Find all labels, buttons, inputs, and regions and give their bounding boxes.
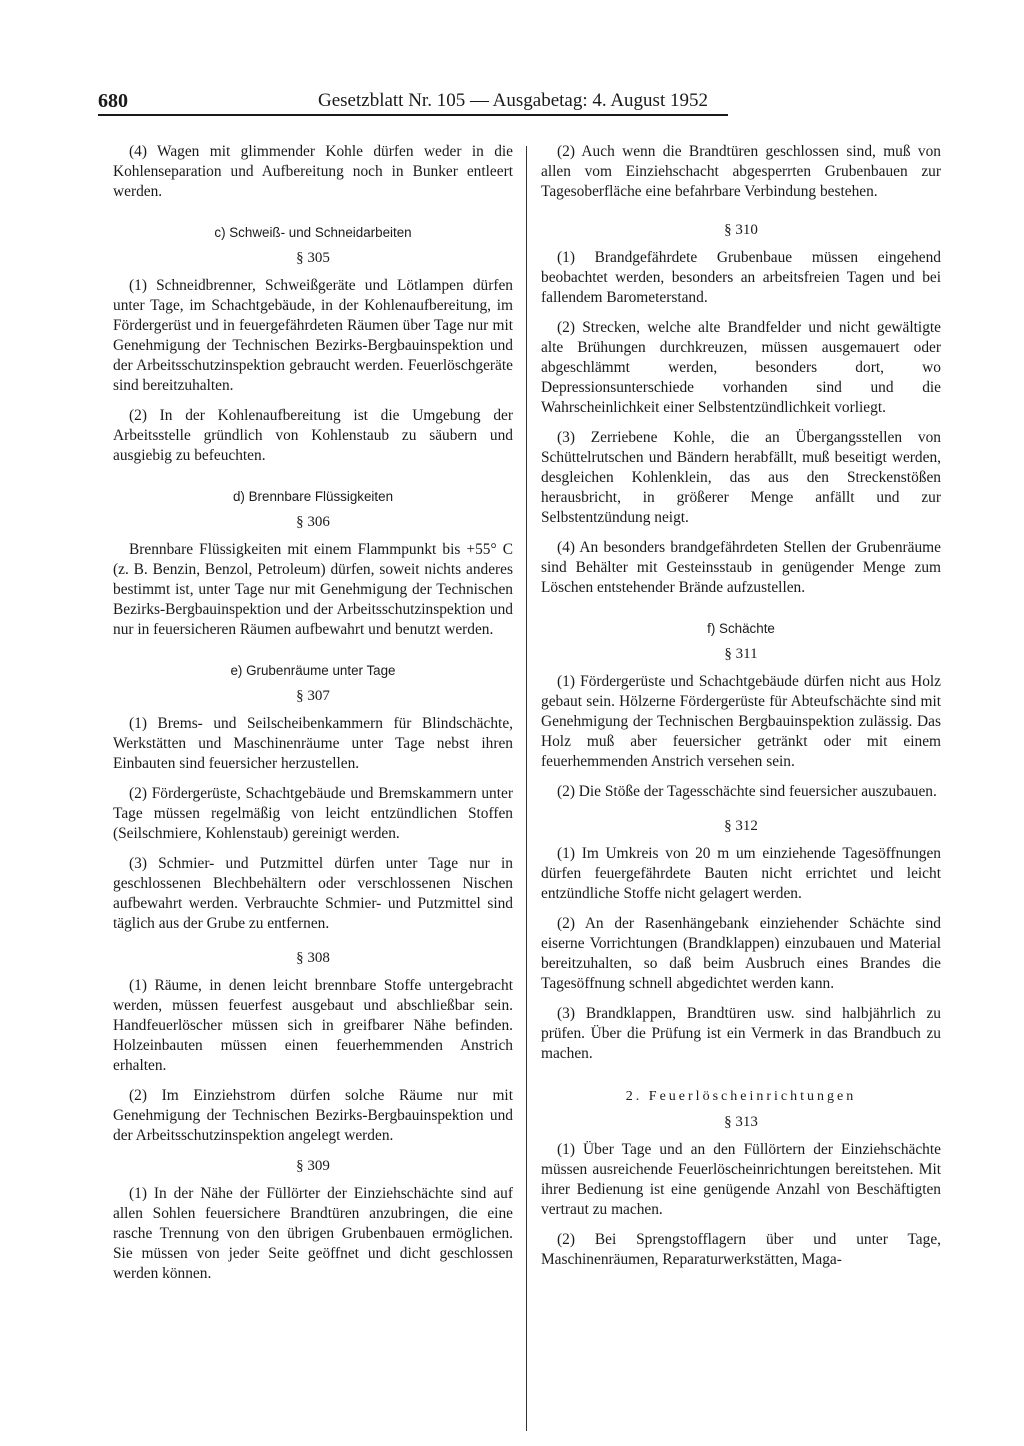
subheading-f: f) Schächte xyxy=(707,621,775,636)
paragraph-313-1: (1) Über Tage und an den Füllörtern der Einziehschächte müssen ausreichende Feuerlöscheinrichtungen bereitstehen. Mit ihrer Bedienung ist eine genügende Anzahl von Beschäftigten vertraut zu machen. xyxy=(541,1141,941,1218)
section-306-title: § 306 xyxy=(296,514,330,530)
paragraph-311-2: (2) Die Stöße der Tagesschächte sind feuersicher auszubauen. xyxy=(557,783,937,800)
paragraph-307-1: (1) Brems- und Seilscheibenkammern für Blindschächte, Werkstätten und Maschinenräume unter Tage nebst ihren Einbauten sind feuersicher herzustellen. xyxy=(113,715,513,772)
paragraph-308-2: (2) Im Einziehstrom dürfen solche Räume nur mit Genehmigung der Technischen Bezirks-Bergbauinspektion und der Arbeitsschutzinspektion angelegt werden. xyxy=(113,1087,513,1144)
paragraph-306: Brennbare Flüssigkeiten mit einem Flammpunkt bis +55° C (z. B. Benzin, Benzol, Petroleum) dürfen, soweit nichts anderes bestimmt ist, unter Tage nur mit Genehmigung der Technischen Bezirks-Bergbauinspektion und der Arbeitsschutzinspektion und nur in feuersicheren Räumen aufbewahrt und benutzt werden. xyxy=(113,541,513,638)
paragraph-312-3: (3) Brandklappen, Brandtüren usw. sind halbjährlich zu prüfen. Über die Prüfung ist ein Vermerk in das Brandbuch zu machen. xyxy=(541,1005,941,1062)
paragraph-309-2: (2) Auch wenn die Brandtüren geschlossen sind, muß von allen vom Einziehschacht abgesperrten Grubenbauen zur Tagesoberfläche eine befahrbare Verbindung bestehen. xyxy=(541,143,941,200)
section-311-title: § 311 xyxy=(724,646,758,662)
subheading-2: 2. Feuerlöscheinrichtungen xyxy=(625,1089,857,1104)
paragraph-312-1: (1) Im Umkreis von 20 m um einziehende Tagesöffnungen dürfen feuergefährdete Bauten nicht errichtet und leicht entzündliche Stoffe nicht gelagert werden. xyxy=(541,845,941,902)
paragraph-310-4: (4) An besonders brandgefährdeten Stellen der Grubenräume sind Behälter mit Gesteinsstaub in genügender Menge zum Löschen entstehender Brände aufzustellen. xyxy=(541,539,941,596)
paragraph-308-1: (1) Räume, in denen leicht brennbare Stoffe untergebracht werden, müssen feuerfest ausgebaut und abschließbar sein. Handfeuerlöscher müssen sich in greifbarer Nähe befinden. Holzeinbauten müssen einen feuerhemmenden Anstrich erhalten. xyxy=(113,977,513,1074)
paragraph-309-1: (1) In der Nähe der Füllörter der Einziehschächte sind auf allen Sohlen feuersichere Brandtüren anzubringen, die eine rasche Trennung von den übrigen Grubenbauen ermöglichen. Sie müssen von jeder Seite geöffnet und dicht geschlossen werden können. xyxy=(113,1185,513,1282)
section-305-title: § 305 xyxy=(296,250,330,266)
section-308-title: § 308 xyxy=(296,950,330,966)
paragraph-310-2: (2) Strecken, welche alte Brandfelder und nicht gewältigte alte Brühungen durchkreuzen, müssen ausgemauert oder abgeschlämmt werden, besonders dort, wo Depressionsunterschiede vorhanden sind und die Wahrscheinlichkeit einer Selbstentzündlichkeit vorliegt. xyxy=(541,319,941,416)
section-307-title: § 307 xyxy=(296,688,330,704)
paragraph-310-1: (1) Brandgefährdete Grubenbaue müssen eingehend beobachtet werden, besonders an arbeitsfreien Tagen und bei fallendem Barometerstand. xyxy=(541,249,941,306)
paragraph-304-4: (4) Wagen mit glimmender Kohle dürfen weder in die Kohlenseparation und Aufbereitung noch in Bunker entleert werden. xyxy=(113,143,513,200)
section-312-title: § 312 xyxy=(724,818,758,834)
paragraph-307-2: (2) Fördergerüste, Schachtgebäude und Bremskammern unter Tage müssen regelmäßig von leicht entzündlichen Stoffen (Seilschmiere, Kohlenstaub) gereinigt werden. xyxy=(113,785,513,842)
paragraph-311-1: (1) Fördergerüste und Schachtgebäude dürfen nicht aus Holz gebaut sein. Hölzerne Fördergerüste für Abteufschächte sind mit Genehmigung der Technischen Bergbauinspektion zulässig. Das Holz muß aber feuersicher getränkt oder mit einem feuerhemmenden Anstrich versehen sein. xyxy=(541,673,941,770)
paragraph-310-3: (3) Zerriebene Kohle, die an Übergangsstellen von Schüttelrutschen und Bändern herabfällt, muß beseitigt werden, desgleichen Kohlenklein, das aus den Streckenstößen herausbricht, in größerer Menge anfällt und zur Selbstentzündung neigt. xyxy=(541,429,941,526)
column-divider xyxy=(526,146,527,1431)
left-column xyxy=(113,142,513,1294)
section-309-title: § 309 xyxy=(296,1158,330,1174)
paragraph-307-3: (3) Schmier- und Putzmittel dürfen unter Tage nur in geschlossenen Blechbehältern oder verschlossenen Nischen aufbewahrt werden. Verbrauchte Schmier- und Putzmittel sind täglich aus der Grube zu entfernen. xyxy=(113,855,513,932)
paragraph-313-2: (2) Bei Sprengstofflagern über und unter Tage, Maschinenräumen, Reparaturwerkstätten, Maga- xyxy=(541,1231,941,1268)
subheading-c: c) Schweiß- und Schneidarbeiten xyxy=(214,225,412,240)
section-313-title: § 313 xyxy=(724,1114,758,1130)
subheading-e: e) Grubenräume unter Tage xyxy=(230,663,396,678)
paragraph-312-2: (2) An der Rasenhängebank einziehender Schächte sind eiserne Vorrichtungen (Brandklappen) einzubauen und Material bereitzuhalten, so daß beim Ausbruch eines Brandes die Tagesöffnung schnell abgedichtet werden kann. xyxy=(541,915,941,992)
section-310-title: § 310 xyxy=(724,222,758,238)
page-number: 680 xyxy=(98,90,128,112)
paragraph-305-1: (1) Schneidbrenner, Schweißgeräte und Lötlampen dürfen unter Tage, im Schachtgebäude, in der Kohlenaufbereitung, im Fördergerüst und in feuergefährdeten Räumen über Tage nur mit Genehmigung der Technischen Bezirks-Bergbauinspektion und der Arbeitsschutzinspektion gebraucht werden. Feuerlöschgeräte sind bereitzuhalten. xyxy=(113,277,513,394)
right-column xyxy=(541,142,941,1280)
subheading-d: d) Brennbare Flüssigkeiten xyxy=(232,489,394,504)
page-header xyxy=(98,90,728,116)
paragraph-305-2: (2) In der Kohlenaufbereitung ist die Umgebung der Arbeitsstelle gründlich von Kohlenstaub zu säubern und ausgiebig zu befeuchten. xyxy=(113,407,513,464)
header-title: Gesetzblatt Nr. 105 — Ausgabetag: 4. August 1952 xyxy=(318,90,708,111)
